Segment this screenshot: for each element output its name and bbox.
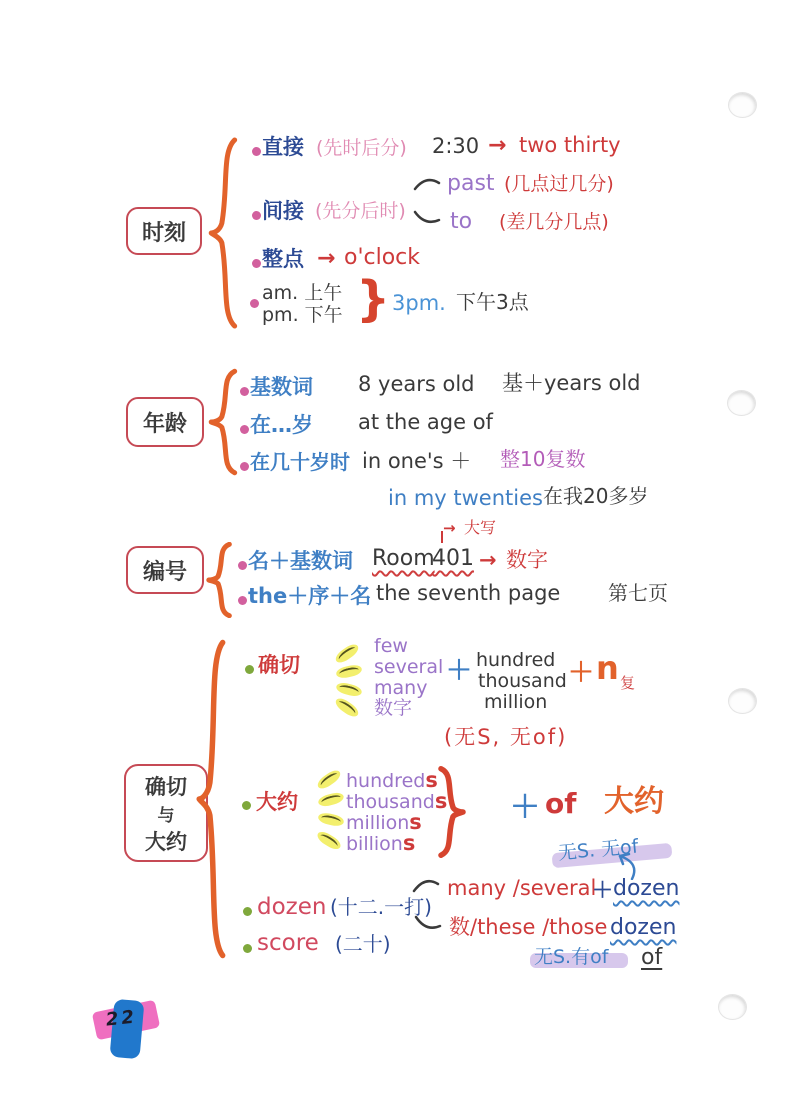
age-atage-pattern: at the age of bbox=[358, 410, 493, 434]
approx-word-stem: billion bbox=[346, 833, 403, 855]
approx-word-stem: hundred bbox=[346, 770, 426, 792]
branch-curve-bottom bbox=[414, 914, 442, 932]
dozen-note2: 无S.有of bbox=[534, 946, 609, 968]
age-section-label bbox=[126, 397, 204, 447]
numbering-brace bbox=[206, 542, 234, 618]
approx-of: of bbox=[545, 787, 577, 820]
numbering-ordinal-example: the seventh page bbox=[376, 581, 561, 605]
approx-word-stem: million bbox=[346, 812, 410, 834]
numbering-room-note-above: 大写 bbox=[464, 518, 497, 537]
approx-word bbox=[346, 790, 447, 813]
numbering-room-name: Room bbox=[372, 546, 435, 571]
approx-word-suffix: s bbox=[409, 810, 422, 834]
time-past-word: past bbox=[447, 171, 495, 196]
age-decades-example: in my twenties bbox=[388, 486, 543, 510]
highlight-tick bbox=[317, 791, 345, 808]
time-direct-term: 直接 bbox=[262, 135, 304, 159]
highlight-tick bbox=[333, 642, 361, 666]
bullet bbox=[252, 211, 261, 220]
bullet bbox=[238, 596, 247, 605]
page-number: 22 bbox=[104, 1006, 138, 1031]
numbering-room-term: 名＋基数词 bbox=[248, 549, 353, 573]
amount-label-line2: 与 bbox=[157, 805, 175, 826]
dozen-line1: many /several bbox=[447, 876, 597, 900]
plus-sign: ＋ bbox=[446, 656, 473, 686]
time-oclock-result: o'clock bbox=[344, 245, 421, 270]
numbering-ordinal-note: 第七页 bbox=[608, 581, 668, 605]
highlight-tick bbox=[335, 663, 363, 679]
approx-word-suffix: s bbox=[402, 831, 416, 855]
approx-word-suffix: s bbox=[425, 768, 438, 792]
bullet bbox=[252, 147, 261, 156]
bullet bbox=[245, 665, 254, 674]
bullet bbox=[240, 425, 249, 434]
approx-note: 无S. 无of bbox=[557, 835, 640, 865]
approx-word bbox=[346, 832, 415, 855]
time-ampm-example-note: 下午3点 bbox=[456, 290, 529, 314]
plus-sign: ＋ bbox=[592, 878, 613, 902]
numbering-ordinal-term: the＋序＋名 bbox=[248, 584, 372, 608]
age-decades-term: 在几十岁时 bbox=[250, 450, 350, 474]
exact-n: n bbox=[596, 649, 619, 687]
exact-n-note: 复 bbox=[620, 674, 636, 692]
exact-word: several bbox=[374, 656, 444, 678]
exact-unit: thousand bbox=[478, 670, 567, 692]
numbering-section-label bbox=[126, 546, 204, 594]
approx-word-stem: thousand bbox=[346, 791, 435, 813]
arrow-icon: → bbox=[479, 548, 497, 572]
dozen-line1-word: dozen bbox=[613, 876, 680, 901]
time-brace bbox=[208, 134, 240, 332]
highlight-tick bbox=[315, 768, 343, 792]
age-decades-example-note: 在我20多岁 bbox=[543, 484, 649, 508]
age-cardinal-pattern: 基＋years old bbox=[502, 371, 641, 395]
score-term: score bbox=[257, 930, 319, 956]
time-indirect-note: (先分后时) bbox=[315, 200, 406, 222]
time-label-text: 时刻 bbox=[141, 220, 186, 246]
score-note: (二十) bbox=[335, 932, 391, 956]
exact-word: 数字 bbox=[374, 697, 413, 719]
arrow-icon: → bbox=[317, 246, 336, 271]
exact-unit: hundred bbox=[476, 649, 556, 671]
binder-hole bbox=[718, 994, 747, 1020]
plus-sign: ＋ bbox=[510, 790, 540, 825]
time-am-label: am. 上午 bbox=[262, 282, 343, 304]
time-pm-label: pm. 下午 bbox=[262, 304, 343, 326]
time-to-note: (差几分几点) bbox=[499, 211, 609, 233]
time-section-label bbox=[126, 207, 202, 255]
time-past-note: (几点过几分) bbox=[504, 173, 614, 195]
numbering-room-number: 401 bbox=[432, 546, 474, 571]
age-decades-pattern: in one's ＋ bbox=[362, 449, 472, 473]
bullet bbox=[252, 259, 261, 268]
branch-curve-top bbox=[412, 876, 440, 894]
approx-word-suffix: s bbox=[434, 789, 448, 813]
highlight-tick bbox=[333, 696, 361, 720]
age-cardinal-term: 基数词 bbox=[250, 375, 313, 399]
binder-hole bbox=[727, 390, 756, 416]
age-atage-term: 在…岁 bbox=[250, 413, 313, 437]
dozen-line2: 数/these /those bbox=[449, 915, 608, 939]
numbering-label-text: 编号 bbox=[142, 559, 187, 585]
ampm-brace: } bbox=[356, 271, 391, 327]
highlight-tick bbox=[315, 829, 343, 852]
exact-rule: (无S, 无of) bbox=[444, 725, 568, 749]
bullet bbox=[242, 801, 251, 810]
time-direct-note: (先时后分) bbox=[316, 137, 407, 159]
age-cardinal-example: 8 years old bbox=[358, 372, 475, 396]
dozen-line2-of: of bbox=[641, 945, 663, 970]
approx-word bbox=[346, 769, 438, 792]
time-oclock-term: 整点 bbox=[262, 247, 304, 271]
time-direct-result: two thirty bbox=[519, 133, 621, 157]
age-label-text: 年龄 bbox=[142, 411, 187, 437]
amount-label-line1: 确切 bbox=[145, 774, 187, 799]
bullet bbox=[250, 299, 259, 308]
branch-curve-top bbox=[413, 176, 441, 192]
bullet bbox=[240, 462, 249, 471]
exact-term: 确切 bbox=[258, 653, 300, 677]
binder-hole bbox=[728, 92, 757, 118]
binder-hole bbox=[728, 688, 757, 714]
arrow-icon: → bbox=[488, 133, 507, 158]
highlight-tick bbox=[335, 681, 363, 698]
bullet bbox=[240, 387, 249, 396]
dozen-term: dozen bbox=[257, 894, 327, 920]
age-decades-pattern-note: 整10复数 bbox=[500, 447, 586, 471]
curved-arrow-icon bbox=[608, 852, 638, 880]
age-brace bbox=[208, 368, 240, 476]
exact-word: many bbox=[374, 677, 428, 699]
amount-label-line3: 大约 bbox=[145, 829, 187, 854]
arrow-icon: → bbox=[443, 519, 456, 537]
exact-word: few bbox=[374, 635, 408, 657]
plus-sign: ＋ bbox=[568, 658, 595, 688]
time-ampm-example: 3pm. bbox=[392, 291, 446, 315]
exact-unit: million bbox=[484, 691, 548, 713]
branch-curve-bottom bbox=[413, 209, 441, 225]
bullet bbox=[243, 944, 252, 953]
highlight-tick bbox=[317, 811, 345, 827]
bullet bbox=[238, 561, 247, 570]
approx-meaning: 大约 bbox=[604, 784, 664, 819]
approx-term: 大约 bbox=[256, 790, 298, 814]
approx-right-brace bbox=[436, 766, 466, 858]
numbering-room-note: 数字 bbox=[506, 548, 548, 572]
amount-brace bbox=[196, 636, 228, 962]
time-direct-example: 2:30 bbox=[432, 134, 480, 158]
dozen-note: (十二.一打) bbox=[330, 895, 432, 919]
time-indirect-term: 间接 bbox=[262, 199, 304, 223]
bullet bbox=[243, 907, 252, 916]
dozen-line2-word: dozen bbox=[610, 915, 677, 940]
time-to-word: to bbox=[450, 209, 473, 234]
